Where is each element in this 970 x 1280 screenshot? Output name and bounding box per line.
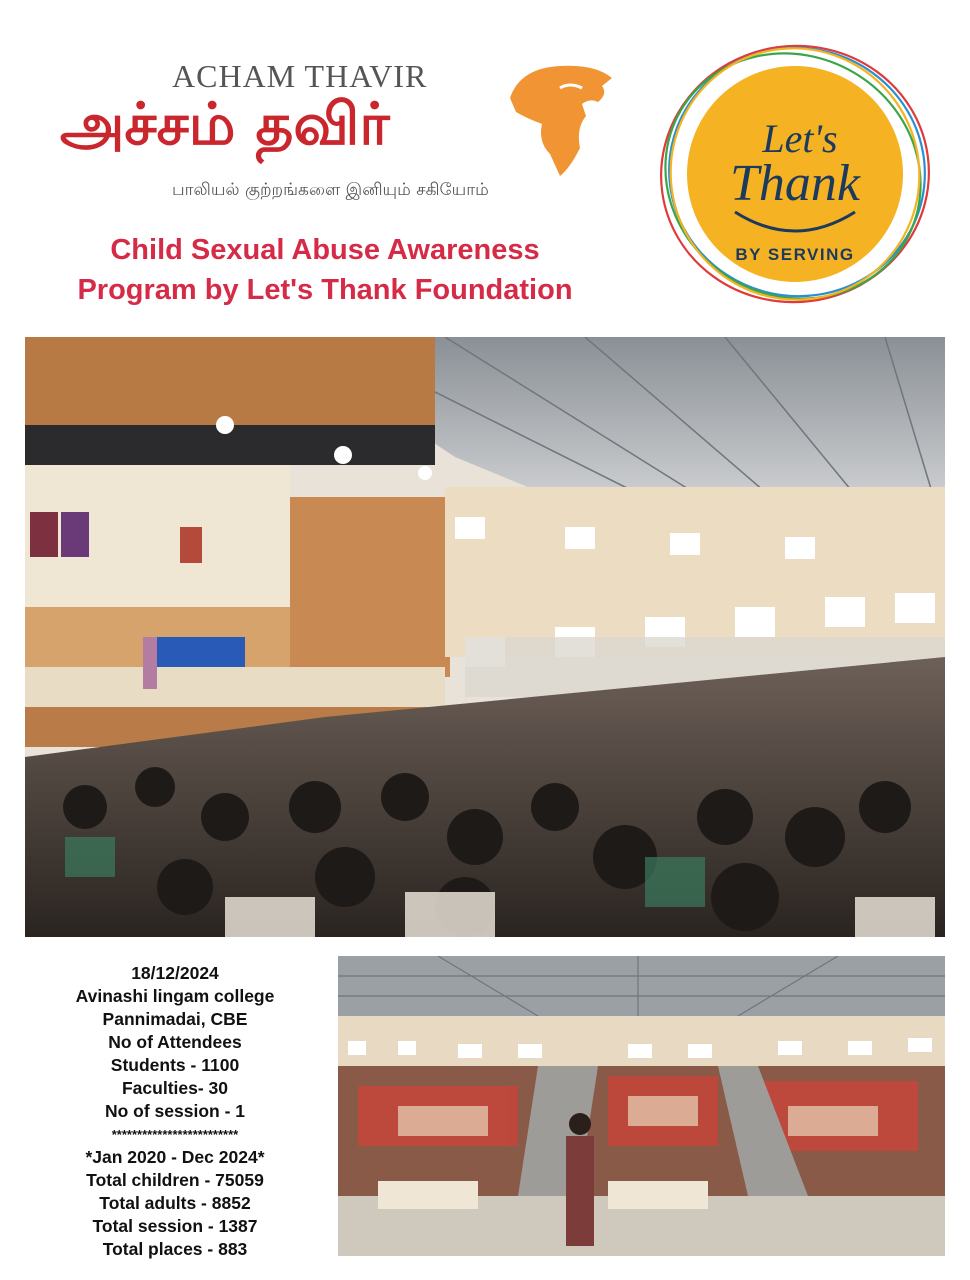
total-sessions: Total session - 1387 <box>92 1216 258 1236</box>
event-venue: Avinashi lingam college <box>75 986 275 1006</box>
brand-name-tamil: அச்சம் தவிர் <box>60 90 390 158</box>
logo-lets-text: Let's <box>762 116 838 161</box>
separator-line: ************************* <box>111 1127 239 1142</box>
session-count: No of session - 1 <box>104 1101 246 1121</box>
lets-thank-logo <box>655 40 935 308</box>
acham-thavir-logo <box>60 52 620 222</box>
event-stats <box>40 962 310 1261</box>
event-date: 18/12/2024 <box>131 963 219 983</box>
headline-line-2: Program by Let's Thank Foundation <box>77 274 573 306</box>
headline-line-1: Child Sexual Abuse Awareness <box>110 234 540 266</box>
total-adults: Total adults - 8852 <box>99 1193 251 1213</box>
cumulative-period: *Jan 2020 - Dec 2024* <box>85 1147 265 1167</box>
brand-tagline: பாலியல் குற்றங்களை இனியும் சகியோம் <box>172 180 489 200</box>
auditorium-photo <box>25 337 945 937</box>
auditorium-wide-photo <box>338 956 945 1256</box>
total-children: Total children - 75059 <box>86 1170 264 1190</box>
brand-name-english: ACHAM THAVIR <box>172 58 428 94</box>
logo-thank-text: Thank <box>730 155 860 212</box>
lion-icon <box>490 58 620 178</box>
logo-subtitle: BY SERVING <box>735 245 855 264</box>
students-count: Students - 1100 <box>110 1055 240 1075</box>
event-location: Pannimadai, CBE <box>102 1009 248 1029</box>
total-places: Total places - 883 <box>102 1239 248 1259</box>
attendees-label: No of Attendees <box>108 1032 242 1052</box>
program-headline <box>40 230 610 310</box>
faculties-count: Faculties- 30 <box>121 1078 229 1098</box>
